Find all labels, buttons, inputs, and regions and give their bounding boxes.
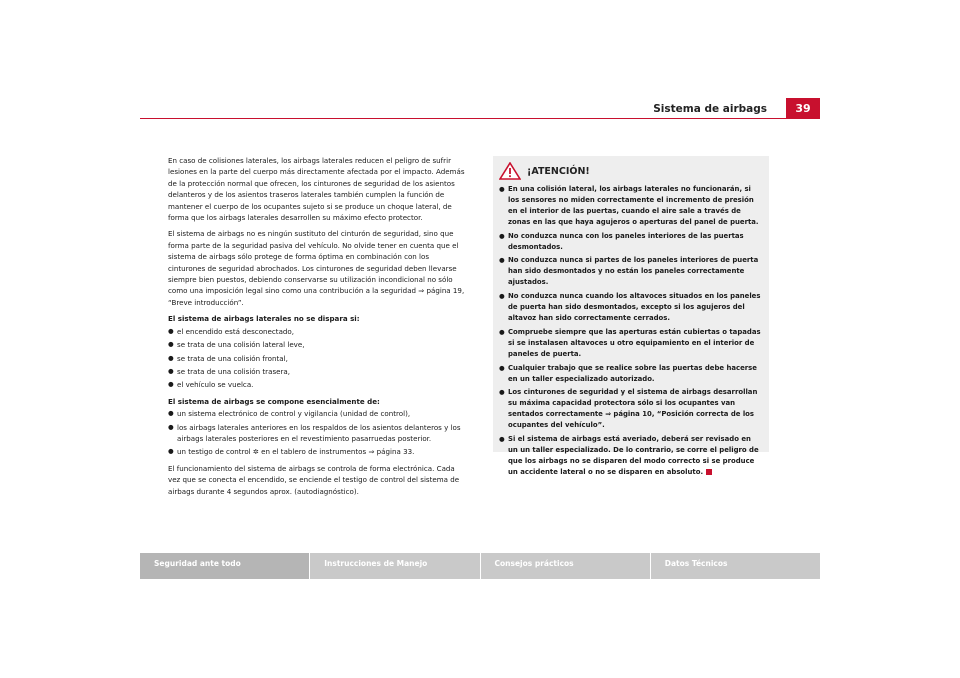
list-item: ● el encendido está desconectado, (168, 326, 468, 337)
warning-list (499, 184, 763, 478)
page-header-title: Sistema de airbags (653, 103, 767, 115)
warning-item: ● Los cinturones de seguridad y el sistema de airbags desarrollan su máxima capacidad protectora sólo si los ocupantes van sentados correctamente ⇒ página 10, “Posición correcta de los ocupantes del vehículo”. (499, 387, 763, 431)
warning-item-text: Si el sistema de airbags está averiado, deberá ser revisado en un un taller especializado. De lo contrario, se corre el peligro de que los airbags no se disparen del modo correcto si se produce un accidente lateral o no se disparen en absoluto. (508, 435, 759, 476)
list-item: ● un testigo de control ✲ en el tablero de instrumentos ⇒ página 33. (168, 446, 468, 457)
list-item: ● el vehículo se vuelca. (168, 379, 468, 390)
section-end-icon (706, 469, 712, 475)
warning-item: ● No conduzca nunca cuando los altavoces situados en los paneles de puerta han sido desmontados, excepto si los agujeros del altavoz han sido correctamente cerrados. (499, 291, 763, 324)
page-number: 39 (786, 98, 820, 119)
list-item: ● un sistema electrónico de control y vigilancia (unidad de control), (168, 408, 468, 419)
warning-box (493, 156, 769, 476)
footer-tab-instrucciones[interactable]: Instrucciones de Manejo (309, 553, 479, 579)
not-triggered-heading: El sistema de airbags laterales no se dispara si: (168, 314, 360, 324)
list-item: ● se trata de una colisión trasera, (168, 366, 468, 377)
function-paragraph: El funcionamiento del sistema de airbags se controla de forma electrónica. Cada vez que se conecta el encendido, se enciende el testigo de control del sistema de airbags durante 4 segundos aprox. (autodiagnóstico). (168, 463, 460, 496)
intro-paragraph: En caso de colisiones laterales, los airbags laterales reducen el peligro de sufrir lesiones en la parte del cuerpo más directamente afectada por el impacto. Además de la protección normal que ofrecen, los cinturones de seguridad de los asientos delanteros y de los asientos traseros laterales también cumplen la función de mantener el cuerpo de los ocupantes sujeto si se produce un choque lateral, de forma que los airbags laterales desarrollen su máximo efecto protector. (168, 156, 465, 223)
components-heading: El sistema de airbags se compone esencialmente de: (168, 396, 380, 406)
not-triggered-list (168, 326, 468, 391)
seatbelt-paragraph: El sistema de airbags no es ningún sustituto del cinturón de seguridad, sino que forma parte de la seguridad pasiva del vehículo. No olvide tener en cuenta que el sistema de airbags sólo protege de forma óptima en combinación con los cinturones de seguridad abrochados. Los cinturones de seguridad deben llevarse siempre bien puestos, debiendo conservarse su utilización incondicional no sólo como una imposición legal sino como una contribución a la seguridad ⇒ página 19, “Breve introducción”. (168, 229, 465, 307)
warning-header (499, 162, 763, 180)
warning-item: ● En una colisión lateral, los airbags laterales no funcionarán, si los sensores no miden correctamente el incremento de presión en el interior de las puertas, cuando el aire sale a través de zonas en las que haya agujeros o aperturas del panel de puerta. (499, 184, 763, 228)
warning-item (499, 434, 763, 478)
warning-item: ● Cualquier trabajo que se realice sobre las puertas debe hacerse en un taller especializado autorizado. (499, 363, 763, 385)
list-item: ● los airbags laterales anteriores en los respaldos de los asientos delanteros y los airbags laterales posteriores en el revestimiento pasarruedas posterior. (168, 422, 468, 445)
warning-item: ● No conduzca nunca si partes de los paneles interiores de puerta han sido desmontados y no están los paneles correctamente ajustados. (499, 255, 763, 288)
footer-tab-seguridad[interactable]: Seguridad ante todo (140, 553, 309, 579)
components-list (168, 408, 468, 458)
header-divider (140, 118, 820, 119)
warning-item: ● No conduzca nunca con los paneles interiores de las puertas desmontados. (499, 231, 763, 253)
left-column (168, 155, 468, 502)
footer-nav (140, 553, 820, 579)
list-item: ● se trata de una colisión frontal, (168, 353, 468, 364)
warning-item: ● Compruebe siempre que las aperturas están cubiertas o tapadas si se instalasen altavoces u otro equipamiento en el interior de paneles de puerta. (499, 327, 763, 360)
list-item: ● se trata de una colisión lateral leve, (168, 339, 468, 350)
footer-tab-datos[interactable]: Datos Técnicos (650, 553, 820, 579)
footer-tab-consejos[interactable]: Consejos prácticos (480, 553, 650, 579)
warning-title: ¡ATENCIÓN! (527, 165, 590, 177)
warning-triangle-icon (499, 162, 521, 180)
